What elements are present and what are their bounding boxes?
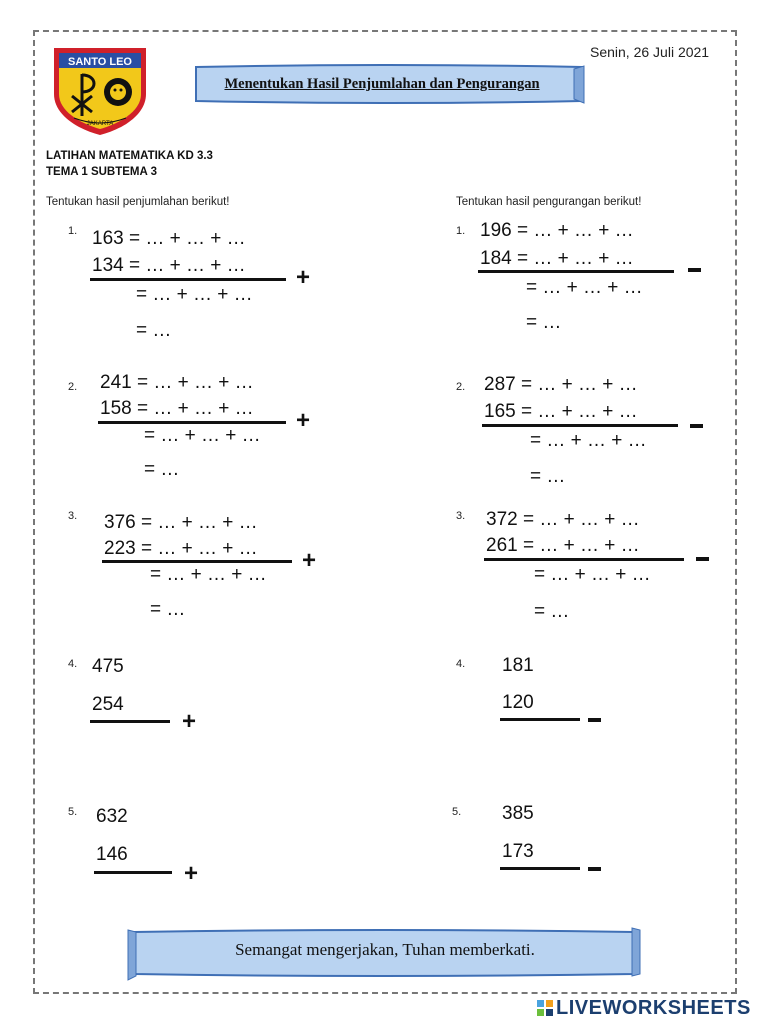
problem-line-4: = … bbox=[150, 599, 186, 620]
plus-sign: + bbox=[184, 860, 199, 887]
problem-line-1: 385 bbox=[502, 803, 534, 824]
minus-sign bbox=[588, 867, 601, 871]
problem-line-3: = … + … + … bbox=[136, 284, 253, 305]
problem-line-3: = … + … + … bbox=[150, 564, 267, 585]
problem-line-3: = … + … + … bbox=[526, 277, 643, 298]
plus-sign: + bbox=[296, 264, 311, 291]
problem-line-2: 184 = … + … + … bbox=[480, 248, 634, 269]
problem-line-4: = … bbox=[534, 601, 570, 622]
school-logo bbox=[50, 44, 150, 136]
problem-line-4: = … bbox=[526, 312, 562, 333]
minus-sign bbox=[696, 557, 709, 561]
sum-rule bbox=[94, 871, 172, 874]
logo-subtext: JAKARTA bbox=[86, 121, 114, 127]
problem-number: 3. bbox=[68, 510, 78, 522]
problem-line-2: 165 = … + … + … bbox=[484, 401, 638, 422]
theme-heading: TEMA 1 SUBTEMA 3 bbox=[46, 166, 157, 178]
problem-number: 4. bbox=[68, 658, 78, 670]
brand-text: LIVEWORKSHEETS bbox=[556, 996, 751, 1019]
sum-rule bbox=[90, 720, 170, 723]
problem-number: 4. bbox=[456, 658, 466, 670]
minus-sign bbox=[688, 268, 701, 272]
problem-number: 1. bbox=[68, 225, 78, 237]
problem-line-1: 287 = … + … + … bbox=[484, 374, 638, 395]
problem-number: 3. bbox=[456, 510, 466, 522]
minus-sign bbox=[588, 718, 601, 722]
problem-line-2: 261 = … + … + … bbox=[486, 535, 640, 556]
problem-number: 2. bbox=[456, 381, 466, 393]
problem-line-1: 196 = … + … + … bbox=[480, 220, 634, 241]
page-title: Menentukan Hasil Penjumlahan dan Pengurangan bbox=[224, 75, 540, 92]
problem-line-2: 146 bbox=[96, 844, 128, 865]
minus-sign bbox=[690, 424, 703, 428]
plus-sign: + bbox=[302, 547, 317, 574]
difference-rule bbox=[484, 558, 684, 561]
problem-line-4: = … bbox=[136, 320, 172, 341]
problem-line-1: 241 = … + … + … bbox=[100, 372, 254, 393]
difference-rule bbox=[500, 867, 580, 870]
subject-heading: LATIHAN MATEMATIKA KD 3.3 bbox=[46, 150, 213, 162]
problem-number: 2. bbox=[68, 381, 78, 393]
problem-line-1: 632 bbox=[96, 806, 128, 827]
problem-line-4: = … bbox=[144, 459, 180, 480]
logo-text: SANTO LEO bbox=[68, 56, 132, 68]
problem-line-4: = … bbox=[530, 466, 566, 487]
problem-line-1: 372 = … + … + … bbox=[486, 509, 640, 530]
problem-line-1: 181 bbox=[502, 655, 534, 676]
problem-number: 5. bbox=[68, 806, 78, 818]
lion-icon bbox=[104, 78, 132, 106]
problem-line-3: = … + … + … bbox=[530, 430, 647, 451]
problem-line-2: 158 = … + … + … bbox=[100, 398, 254, 419]
problem-line-2: 223 = … + … + … bbox=[104, 538, 258, 559]
subtraction-instruction: Tentukan hasil pengurangan berikut! bbox=[456, 196, 642, 208]
sum-rule bbox=[98, 421, 286, 424]
problem-line-3: = … + … + … bbox=[144, 425, 261, 446]
plus-sign: + bbox=[182, 708, 197, 735]
problem-line-1: 475 bbox=[92, 656, 124, 677]
sum-rule bbox=[102, 560, 292, 563]
addition-instruction: Tentukan hasil penjumlahan berikut! bbox=[46, 196, 230, 208]
problem-line-1: 376 = … + … + … bbox=[104, 512, 258, 533]
problem-line-3: = … + … + … bbox=[534, 564, 651, 585]
footer-message: Semangat mengerjakan, Tuhan memberkati. bbox=[235, 940, 535, 959]
problem-number: 5. bbox=[452, 806, 462, 818]
problem-line-2: 134 = … + … + … bbox=[92, 255, 246, 276]
sum-rule bbox=[90, 278, 286, 281]
problem-line-1: 163 = … + … + … bbox=[92, 228, 246, 249]
problem-line-2: 120 bbox=[502, 692, 534, 713]
difference-rule bbox=[478, 270, 674, 273]
problem-line-2: 173 bbox=[502, 841, 534, 862]
liveworksheets-icon bbox=[536, 999, 554, 1017]
problem-line-2: 254 bbox=[92, 694, 124, 715]
difference-rule bbox=[500, 718, 580, 721]
date-text: Senin, 26 Juli 2021 bbox=[590, 44, 710, 60]
plus-sign: + bbox=[296, 407, 311, 434]
problem-number: 1. bbox=[456, 225, 466, 237]
difference-rule bbox=[482, 424, 678, 427]
liveworksheets-brand[interactable] bbox=[536, 996, 751, 1020]
